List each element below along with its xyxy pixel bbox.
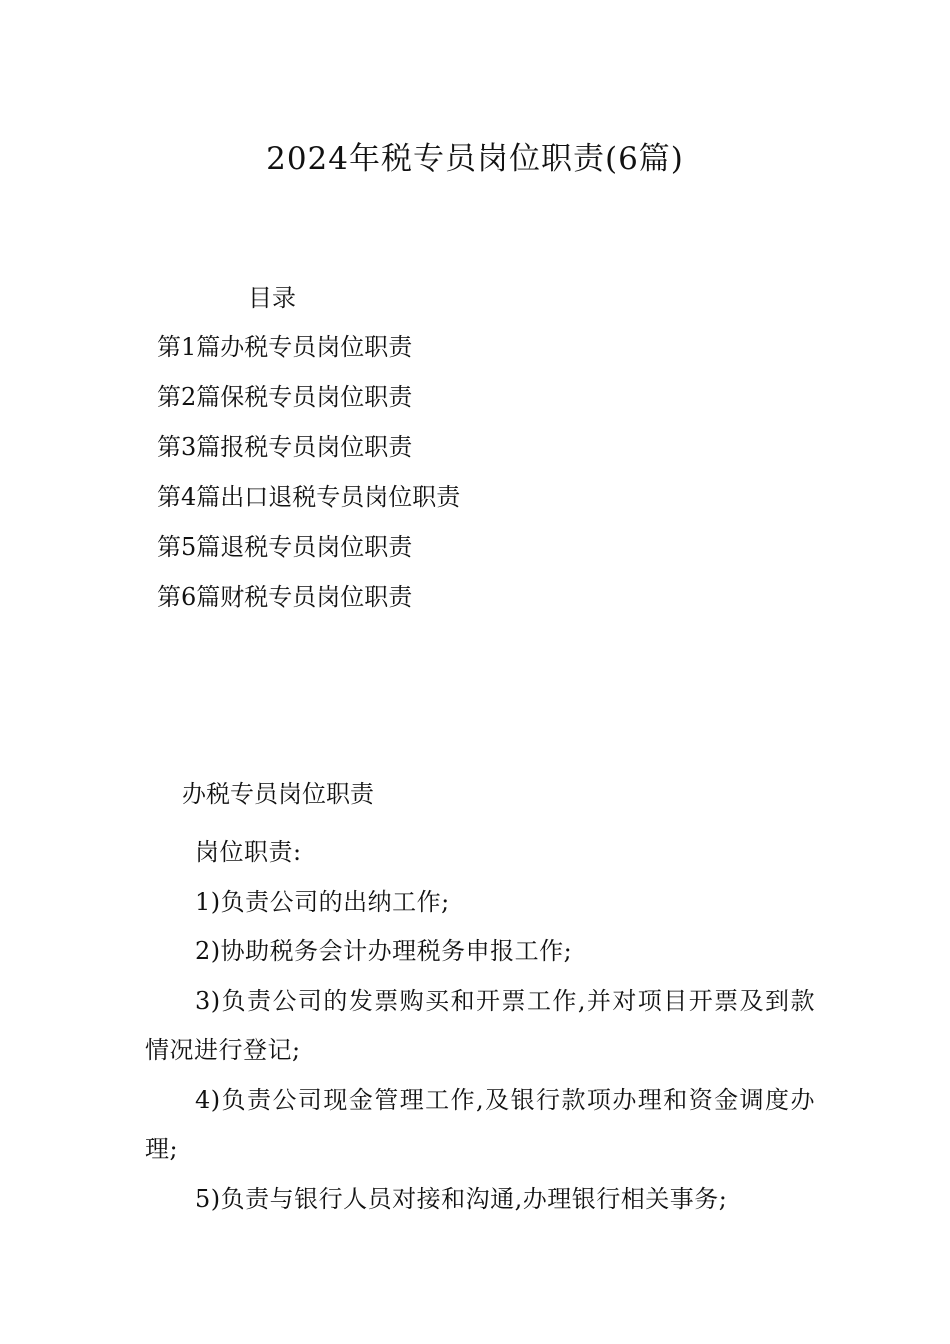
paragraph-duty-4: 4)负责公司现金管理工作,及银行款项办理和资金调度办理; — [145, 1085, 815, 1163]
table-of-contents — [157, 331, 460, 631]
toc-heading: 目录 — [248, 284, 296, 312]
paragraph-duty-3: 3)负责公司的发票购买和开票工作,并对项目开票及到款情况进行登记; — [145, 986, 815, 1064]
toc-item-3[interactable]: 第3篇报税专员岗位职责 — [157, 433, 413, 461]
toc-item-1[interactable]: 第1篇办税专员岗位职责 — [157, 333, 413, 361]
toc-item-2[interactable]: 第2篇保税专员岗位职责 — [157, 383, 413, 411]
paragraph-duty-5: 5)负责与银行人员对接和沟通,办理银行相关事务; — [195, 1184, 728, 1213]
toc-item-5[interactable]: 第5篇退税专员岗位职责 — [157, 533, 413, 561]
document-title: 2024年税专员岗位职责(6篇) — [266, 141, 684, 177]
paragraph-responsibilities-label: 岗位职责: — [195, 838, 302, 866]
paragraph-duty-1: 1)负责公司的出纳工作; — [195, 887, 450, 916]
toc-item-6[interactable]: 第6篇财税专员岗位职责 — [157, 583, 413, 611]
section-body — [145, 828, 815, 1224]
section-title: 办税专员岗位职责 — [182, 780, 374, 808]
toc-item-4[interactable]: 第4篇出口退税专员岗位职责 — [157, 483, 461, 511]
paragraph-duty-2: 2)协助税务会计办理税务申报工作; — [195, 937, 573, 965]
